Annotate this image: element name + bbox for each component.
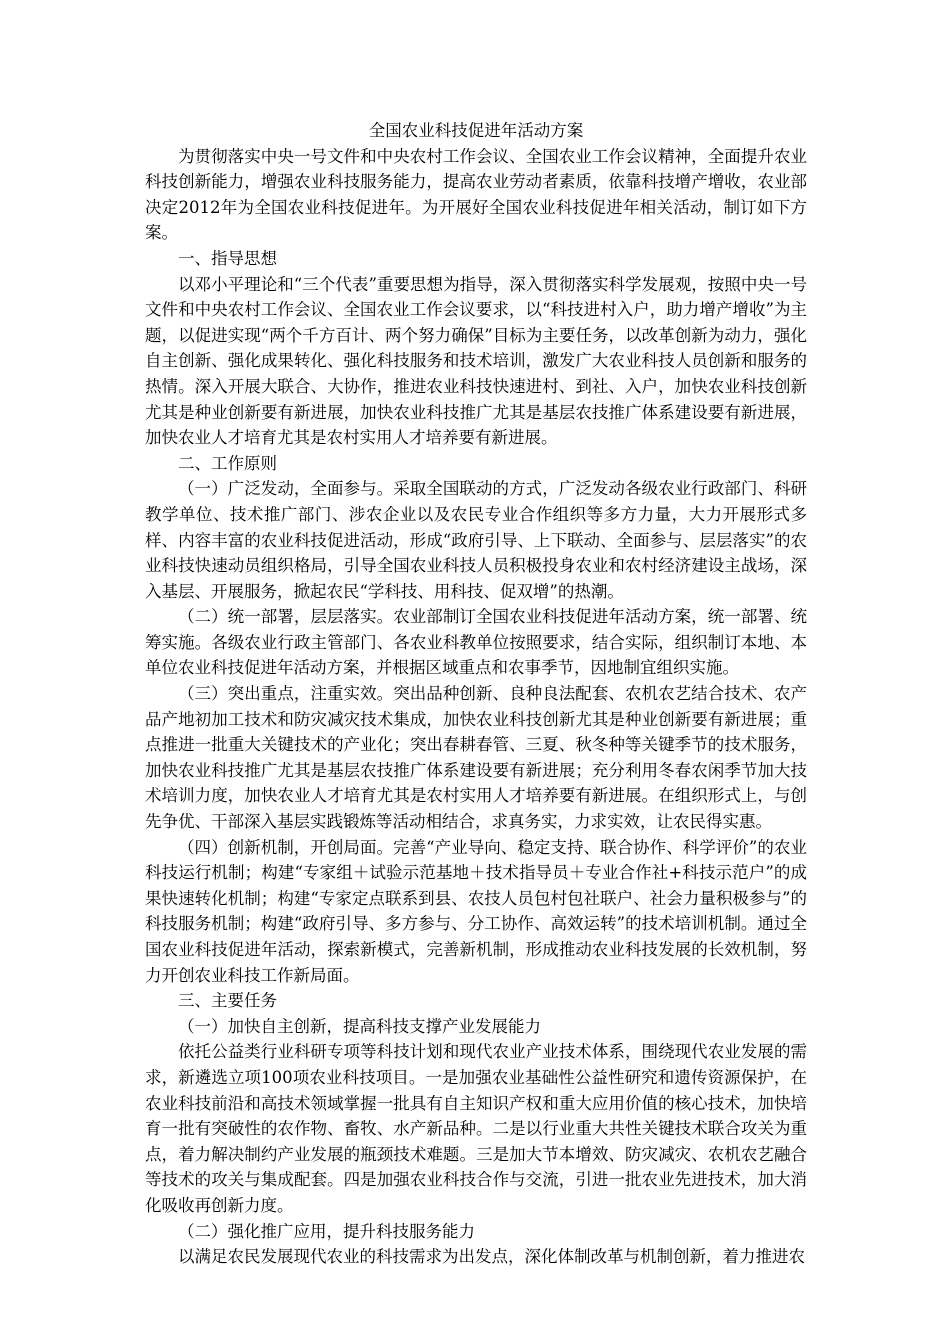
task-1-paragraph: 依托公益类行业科研专项等科技计划和现代农业产业技术体系，围绕现代农业发展的需求，新遴选立项100项农业科技项目。一是加强农业基础性公益性研究和遗传资源保护，在农业科技前沿和高技术领域掌握一批具有自主知识产权和重大应用价值的核心技术，加快培育一批有突破性的农作物、畜牧、水产新品种。二是以行业重大共性关键技术联合攻关为重点，着力解决制约产业发展的瓶颈技术难题。三是加大节本增效、防灾减灾、农机农艺融合等技术的攻关与集成配套。四是加强农业科技合作与交流，引进一批农业先进技术，加大消化吸收再创新力度。 xyxy=(145,1042,807,1215)
section-heading-guiding-ideology: 一、指导思想 xyxy=(178,248,277,268)
task-1-heading: （一）加快自主创新，提高科技支撑产业发展能力 xyxy=(178,1016,541,1036)
section-heading-main-tasks: 三、主要任务 xyxy=(178,991,277,1011)
document-page xyxy=(145,118,807,1270)
section-heading-work-principles: 二、工作原则 xyxy=(178,453,277,473)
principle-4-paragraph: （四）创新机制，开创局面。完善“产业导向、稳定支持、联合协作、科学评价”的农业科技运行机制；构建“专家组＋试验示范基地＋技术指导员＋专业合作社+科技示范户”的成果快速转化机制；构建“专家定点联系到县、农技人员包村包社联户、社会力量积极参与”的科技服务机制；构建“政府引导、多方参与、分工协作、高效运转”的技术培训机制。通过全国农业科技促进年活动，探索新模式，完善新机制，形成推动农业科技发展的长效机制，努力开创农业科技工作新局面。 xyxy=(145,837,807,985)
task-2-heading: （二）强化推广应用，提升科技服务能力 xyxy=(178,1221,475,1241)
document-title: 全国农业科技促进年活动方案 xyxy=(368,121,584,140)
principle-3-paragraph: （三）突出重点，注重实效。突出品种创新、良种良法配套、农机农艺结合技术、农产品产地初加工技术和防灾减灾技术集成，加快农业科技创新尤其是种业创新要有新进展；重点推进一批重大关键技术的产业化；突出春耕春管、三夏、秋冬种等关键季节的技术服务，加快农业科技推广尤其是基层农技推广体系建设要有新进展；充分利用冬春农闲季节加大技术培训力度，加快农业人才培育尤其是农村实用人才培养要有新进展。在组织形式上，与创先争优、干部深入基层实践锻炼等活动相结合，求真务实，力求实效，让农民得实惠。 xyxy=(145,684,807,832)
intro-paragraph: 为贯彻落实中央一号文件和中央农村工作会议、全国农业工作会议精神，全面提升农业科技创新能力，增强农业科技服务能力，提高农业劳动者素质，依靠科技增产增收，农业部决定2012年为全国农业科技促进年。为开展好全国农业科技促进年相关活动，制订如下方案。 xyxy=(145,146,807,243)
principle-1-paragraph: （一）广泛发动，全面参与。采取全国联动的方式，广泛发动各级农业行政部门、科研教学单位、技术推广部门、涉农企业以及农民专业合作组织等多方力量，大力开展形式多样、内容丰富的农业科技促进活动，形成“政府引导、上下联动、全面参与、层层落实”的农业科技快速动员组织格局，引导全国农业科技人员积极投身农业和农村经济建设主战场，深入基层、开展服务，掀起农民“学科技、用科技、促双增”的热潮。 xyxy=(145,479,807,601)
task-2-paragraph: 以满足农民发展现代农业的科技需求为出发点，深化体制改革与机制创新，着力推进农 xyxy=(178,1247,805,1267)
guiding-ideology-paragraph: 以邓小平理论和“三个代表”重要思想为指导，深入贯彻落实科学发展观，按照中央一号文件和中央农村工作会议、全国农业工作会议要求，以“科技进村入户，助力增产增收”为主题，以促进实现“两个千方百计、两个努力确保”目标为主要任务，以改革创新为动力，强化自主创新、强化成果转化、强化科技服务和技术培训，激发广大农业科技人员创新和服务的热情。深入开展大联合、大协作，推进农业科技快速进村、到社、入户，加快农业科技创新尤其是种业创新要有新进展，加快农业科技推广尤其是基层农技推广体系建设要有新进展，加快农业人才培育尤其是农村实用人才培养要有新进展。 xyxy=(145,274,807,448)
principle-2-paragraph: （二）统一部署，层层落实。农业部制订全国农业科技促进年活动方案，统一部署、统筹实施。各级农业行政主管部门、各农业科教单位按照要求，结合实际，组织制订本地、本单位农业科技促进年活动方案，并根据区域重点和农事季节，因地制宜组织实施。 xyxy=(145,607,807,678)
